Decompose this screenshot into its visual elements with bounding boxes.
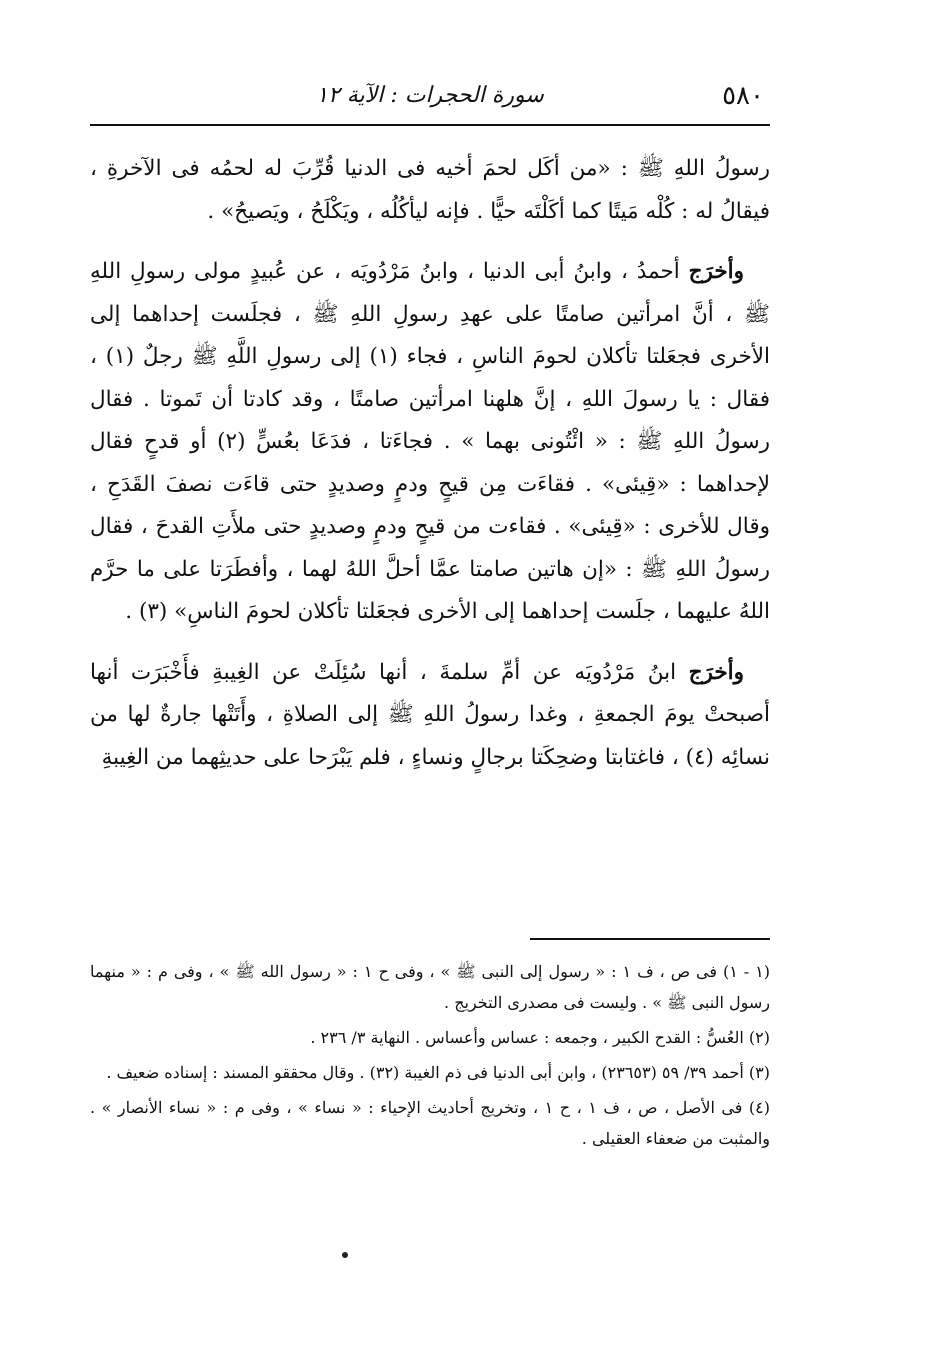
paragraph-text: رسولُ اللهِ ﷺ : «من أكَل لحمَ أخيه فى الدنيا قُرِّبَ له لحمُه فى الآخرةِ ، فيقالُ له : كُلْه مَيتًا كما أكَلْتَه حيًّا . فإنه ليأكُلُه ، ويَكْلَحُ ، ويَصيحُ» . (90, 156, 770, 224)
page-number: ٥٨٠ (722, 81, 764, 111)
paragraph (90, 652, 770, 780)
footnote: (١ - ١) فى ص ، ف ١ : « رسول إلى النبى ﷺ » ، وفى ح ١ : « رسول الله ﷺ » ، وفى م : « منهما رسول النبى ﷺ » . وليست فى مصدرى التخريج . (90, 962, 771, 1012)
footnote: (٣) أحمد ٣٩/ ٥٩ (٢٣٦٥٣) ، وابن أبى الدنيا فى ذم الغيبة (٣٢) . وقال محققو المسند : إسناده ضعيف . (106, 1063, 770, 1082)
lead-word: وأخرَج (688, 659, 744, 685)
footnote-divider (530, 938, 770, 940)
footnote: (٢) العُسُّ : القدح الكبير ، وجمعه : عساس وأعساس . النهاية ٣/ ٢٣٦ . (310, 1028, 770, 1047)
paragraph (90, 251, 770, 634)
paragraph-text: ابنُ مَرْدُويَه عن أمِّ سلمةَ ، أنها سُئِلَتْ عن الغِيبةِ فأَخْبَرَت أنها أصبحتْ يومَ الجمعةِ ، وغدا رسولُ اللهِ ﷺ إلى الصلاةِ ، وأَتَتْها جارةٌ لها من نسائِه (٤) ، فاغتابتا وضحِكَتا برجالٍ ونساءٍ ، فلم يَبْرَحا على حديثِهما من الغِيبةِ (90, 659, 770, 770)
main-text (90, 148, 770, 779)
paragraph (90, 148, 770, 233)
page-header (90, 76, 770, 116)
header-divider (90, 124, 770, 126)
footnotes (90, 956, 770, 1158)
paragraph-text: أحمدُ ، وابنُ أبى الدنيا ، وابنُ مَرْدُويَه ، عن عُبيدٍ مولى رسولِ اللهِ ﷺ ، أنَّ امرأتين صامتًا على عهدِ رسولِ اللهِ ﷺ ، فجلَست إحداهما إلى الأخرى فجعَلتا تأكلان لحومَ الناسِ ، فجاء (١) إلى رسولِ اللَّهِ ﷺ رجلٌ (١) ، فقال : يا رسولَ اللهِ ، إنَّ هلهنا امرأتين صامتًا ، وقد كادتا أن تَموتا . فقال رسولُ اللهِ ﷺ : « ائْتُونى بهما » . فجاءَتا ، فدَعَا بعُسٍّ (٢) أو قدحٍ فقال لإحداهما : «قِيئى» . فقاءَت مِن قيحٍ ودمٍ وصديدٍ حتى قاءَت نصفَ القَدَحِ ، وقال للأخرى : «قِيئى» . فقاءت من قيحٍ ودمٍ وصديدٍ حتى ملأَتِ القدحَ ، فقال رسولُ اللهِ ﷺ : «إن هاتين صامتا عمَّا أحلَّ اللهُ لهما ، وأفطَرَتا على ما حرَّم اللهُ عليهما ، جلَست إحداهما إلى الأخرى فجعَلتا تأكلان لحومَ الناسِ» (٣) . (90, 259, 771, 624)
running-title: سورة الحجرات : الآية ١٢ (316, 83, 544, 108)
print-mark (342, 1252, 348, 1258)
footnote: (٤) فى الأصل ، ص ، ف ١ ، ح ١ ، وتخريج أحاديث الإحياء : « نساء » ، وفى م : « نساء الأنصار » . والمثبت من ضعفاء العقيلى . (90, 1098, 771, 1148)
lead-word: وأخرَج (688, 259, 744, 284)
